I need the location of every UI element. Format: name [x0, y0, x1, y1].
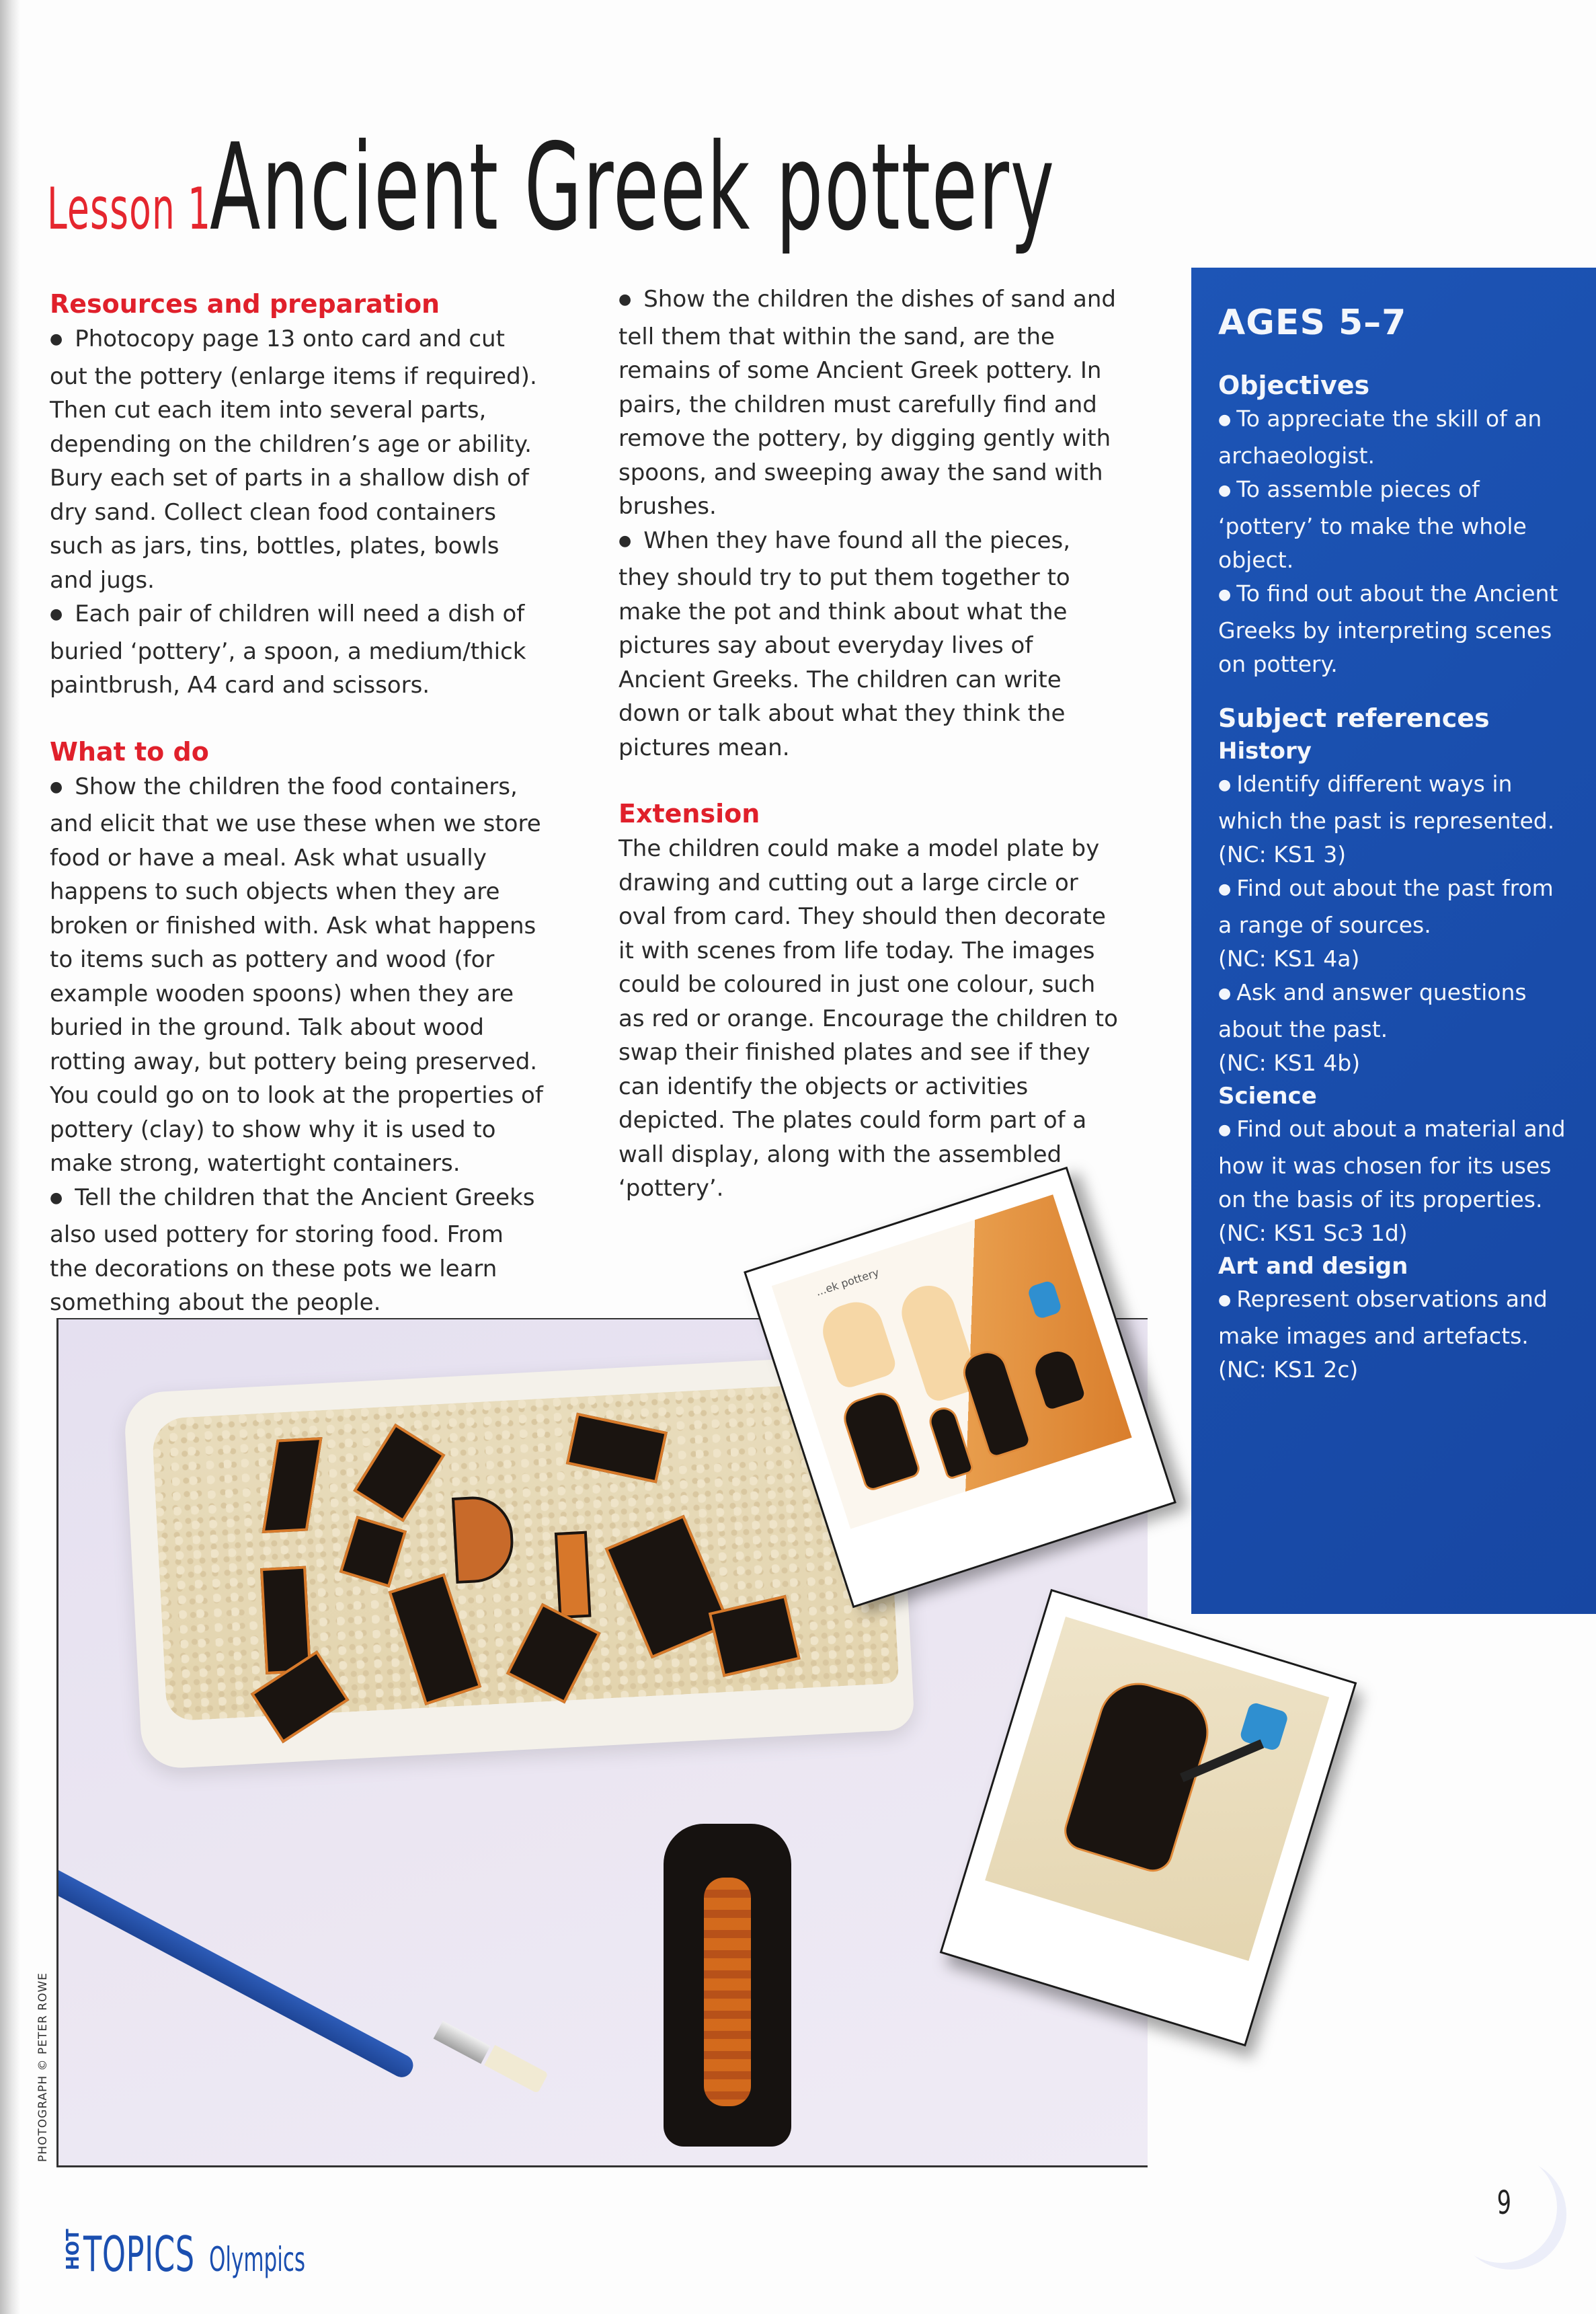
paintbrush-bristles — [484, 2045, 548, 2093]
pottery-shard — [506, 1603, 601, 1704]
paintbrush-handle — [56, 1859, 417, 2081]
resources-bullet-1: ● Photocopy page 13 onto card and cut out the pottery (enlarge items if required). Then cut each item into several parts, depending on the children’s age or ability. Bury each set of parts in a shallow dish of dry sand. Collect clean food containers such as jars, tins, bottles, plates, bowls and jugs. — [50, 322, 547, 597]
pottery-shard — [555, 1531, 592, 1619]
history-ref: (NC: KS1 3) — [1218, 841, 1347, 867]
objectives-heading: Objectives — [1218, 371, 1370, 400]
pottery-cutout — [926, 1404, 975, 1481]
brand-hot: HOT — [63, 2229, 83, 2270]
subject-references-heading: Subject references — [1218, 703, 1490, 733]
science-label: Science — [1218, 1083, 1317, 1110]
pottery-shard — [262, 1437, 323, 1533]
history-item: ● Identify different ways in which the past is represented. — [1218, 767, 1569, 838]
scissors-icon — [1239, 1701, 1289, 1752]
page-number: 9 — [1497, 2184, 1511, 2222]
sand — [151, 1381, 899, 1721]
science-item: ● Find out about a material and how it was chosen for its uses on the basis of its properties. — [1218, 1112, 1569, 1217]
series-brand — [63, 2226, 364, 2282]
worksheet-caption: ...ek pottery — [813, 1266, 881, 1299]
what-to-do-bullet-2: ● Tell the children that the Ancient Greeks also used pottery for storing food. From the decorations on these pots we learn something about the people. — [50, 1181, 547, 1320]
photo-credit: PHOTOGRAPH © PETER ROWE — [36, 1972, 50, 2162]
resources-heading: Resources and preparation — [50, 289, 440, 319]
vase-assembly-photo — [985, 1617, 1329, 1961]
history-ref: (NC: KS1 4a) — [1218, 946, 1360, 972]
objective-item: ● To appreciate the skill of an archaeologist. — [1218, 402, 1569, 473]
pottery-cutout — [839, 1388, 922, 1493]
pottery-shard — [353, 1424, 445, 1522]
what-to-do-heading: What to do — [50, 736, 209, 767]
history-label: History — [1218, 738, 1312, 765]
lesson-label: Lesson 1 — [47, 176, 212, 243]
brand-series-title: Olympics — [209, 2240, 306, 2279]
page-title — [47, 118, 1574, 257]
pottery-shard — [389, 1573, 482, 1705]
history-item: ● Ask and answer questions about the past. — [1218, 976, 1569, 1046]
history-item: ● Find out about the past from a range of sources. — [1218, 872, 1569, 942]
history-ref: (NC: KS1 4b) — [1218, 1050, 1361, 1076]
middle-bullet-1: ● Show the children the dishes of sand and tell them that within the sand, are the remains of some Ancient Greek pottery. In pairs, the children must carefully find and remove the pottery, by digging gently with spoons, and sweeping away the sand with brushes. — [619, 282, 1123, 524]
middle-bullet-2: ● When they have found all the pieces, they should try to put them together to make the pot and think about what the pictures say about everyday lives of Ancient Greeks. The children can write down or talk about what they think the pictures mean. — [619, 524, 1123, 765]
pottery-shard — [340, 1516, 407, 1588]
page-binding-shadow — [0, 0, 20, 2314]
art-label: Art and design — [1218, 1253, 1408, 1280]
pottery-cutout — [958, 1346, 1033, 1459]
pottery-cutout — [1029, 1344, 1088, 1413]
pottery-shard — [605, 1515, 731, 1659]
scissors-icon — [1027, 1280, 1062, 1320]
pottery-shard — [452, 1495, 516, 1584]
extension-text: The children could make a model plate by drawing and cutting out a large circle or oval from card. They should then decorate it with scenes from life today. The images could be coloured in just one colour, such as red or orange. Encourage the children to swap their finished plates and see if they can identify the objects or activities depicted. The plates could form part of a wall display, along with the assembled ‘pottery’. — [619, 835, 1118, 1202]
objective-item: ● To assemble pieces of ‘pottery’ to make the whole object. — [1218, 473, 1569, 577]
extension-heading: Extension — [619, 799, 760, 828]
pottery-shard — [566, 1413, 668, 1483]
ages-sidebar — [1191, 268, 1596, 1614]
resources-bullet-2: ● Each pair of children will need a dish of buried ‘pottery’, a spoon, a medium/thick paintbrush, A4 card and scissors. — [50, 597, 547, 703]
middle-column — [619, 282, 1123, 1206]
lesson-title: Ancient Greek pottery — [210, 118, 1055, 257]
art-item: ● Represent observations and make images and artefacts. — [1218, 1282, 1569, 1353]
vase-decoration — [704, 1878, 751, 2106]
what-to-do-bullet-1: ● Show the children the food containers, and elicit that we use these when we store food or have a meal. Ask what usually happens to such objects when they are broken or finished with. Ask what happens to items such as pottery and wood (for example wooden spoons) when they are buried in the ground. Talk about wood rotting away, but pottery being preserved. You could go on to look at the properties of pottery (clay) to show why it is used to make strong, watertight containers. — [50, 770, 547, 1181]
worksheet-photo — [772, 1194, 1132, 1529]
left-column — [50, 286, 547, 1320]
ages-label: AGES 5–7 — [1218, 303, 1407, 343]
worksheet-vase-outline — [816, 1295, 899, 1391]
art-ref: (NC: KS1 2c) — [1218, 1356, 1359, 1383]
brand-topics: TOPICS — [83, 2226, 195, 2282]
paintbrush-ferrule — [434, 2021, 491, 2064]
science-ref: (NC: KS1 Sc3 1d) — [1218, 1220, 1408, 1246]
objective-item: ● To find out about the Ancient Greeks by interpreting scenes on pottery. — [1218, 577, 1569, 681]
